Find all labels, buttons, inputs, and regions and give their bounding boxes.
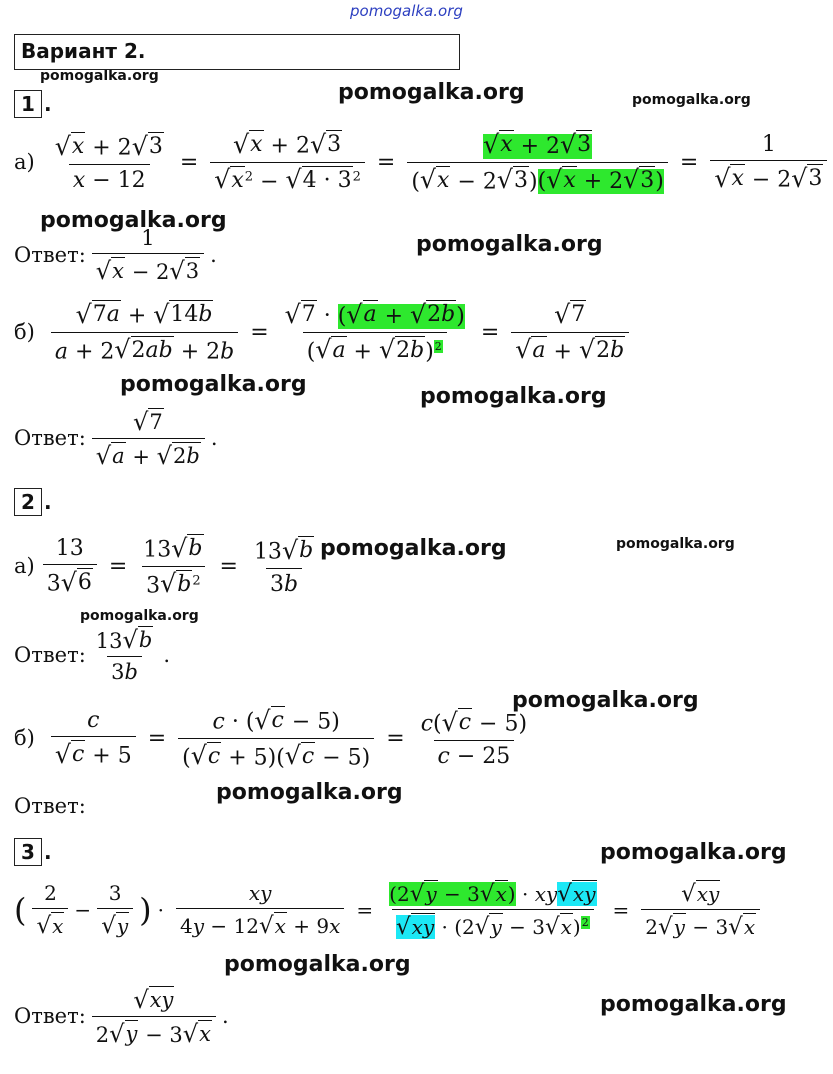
watermark: pomogalka.org [512,688,699,713]
fraction: (2 √ y − 3 √ x ) · xy √ xy √ xy · (2 √ y − 3 √ x )$^2$ [389,881,596,940]
task-2a-equation: а) 13 3 √ 6 = 13 √ b 3 √ b $^2$ = 13 √ b 3b [14,534,324,598]
watermark: pomogalka.org [40,208,227,233]
task-1a-equation: а) √ x + 2 √ 3 x − 12 = √ x + 2 √ 3 √ x $^2$ − √ 4 · 3 $^2$ = √ x + 2 √ 3 ( √ x − 2 √ 3 )( √ x + 2 √ 3 ) = 1 √ x − 2 √ 3 [14,130,833,194]
fraction: c · ( √ c − 5) ( √ c + 5)( √ c − 5) [178,706,374,770]
answer-label: Ответ: [14,426,86,451]
task-1a-answer: Ответ: 1 √ x − 2 √ 3 . [14,226,217,285]
watermark: pomogalka.org [600,840,787,865]
watermark: pomogalka.org [420,384,607,409]
fraction: 13 3 √ 6 [43,536,97,597]
task-2b-equation: б) c √ c + 5 = c · ( √ c − 5) ( √ c + 5)( √ c − 5) = c( √ c − 5) c − 25 [14,706,537,770]
item-label-b: б) [14,726,35,751]
watermark-top: pomogalka.org [350,2,463,20]
watermark: pomogalka.org [616,536,735,552]
task-number-dot: . [44,92,52,116]
task-number-1: 1 [14,90,42,118]
variant-title: Вариант 2. [21,39,146,63]
watermark: pomogalka.org [40,68,159,84]
answer-label: Ответ: [14,1004,86,1029]
fraction: √ 7 √ a + √ 2b [92,408,205,469]
watermark: pomogalka.org [216,780,403,805]
fraction: √ xy 2 √ y − 3 √ x [641,880,760,939]
task-2b-answer [14,794,86,818]
fraction: 1 √ x − 2 √ 3 [92,226,204,284]
watermark: pomogalka.org [224,952,411,977]
task-number-3: 3 [14,838,42,866]
fraction: √ 7 · ( √ a + √ 2b ) ( √ a + √ 2b )$^2$ [284,299,465,365]
variant-header [14,34,460,70]
answer-label: Ответ: [14,242,86,267]
task-2a-answer: Ответ: 13 √ b 3b . [14,625,171,684]
item-label-b: б) [14,320,35,345]
fraction: 1 √ x − 2 √ 3 [710,132,827,193]
answer-label: Ответ: [14,794,86,818]
fraction: c √ c + 5 [51,708,136,769]
fraction: √ 7a + √ 14b a + 2 √ 2ab + 2b [51,300,238,364]
watermark: pomogalka.org [338,80,525,105]
task-1b-answer: Ответ: √ 7 √ a + √ 2b . [14,407,218,470]
fraction: 13 √ b 3b [95,625,153,684]
watermark: pomogalka.org [600,992,787,1017]
fraction: 13 √ b 3b [253,535,314,597]
fraction: √ x + 2 √ 3 ( √ x − 2 √ 3 )( √ x + 2 √ 3 ) [407,130,668,194]
watermark: pomogalka.org [120,372,307,397]
task-number-dot: . [44,840,52,864]
fraction: √ 7 √ a + √ 2b [511,300,629,364]
fraction: 13 √ b 3 √ b $^2$ [139,534,207,598]
fraction: 3 √ y [97,881,133,938]
task-1b-equation: б) √ 7a + √ 14b a + 2 √ 2ab + 2b = √ 7 · ( √ a + √ 2b ) ( √ a + √ 2b )$^2$ = √ 7 √ a + √ 2b [14,300,635,364]
fraction: √ x + 2 √ 3 x − 12 [54,131,163,193]
fraction: c( √ c − 5) c − 25 [420,707,528,769]
fraction: xy 4y − 12 √ x + 9x [176,881,344,938]
fraction: √ x + 2 √ 3 √ x $^2$ − √ 4 · 3 $^2$ [210,130,365,194]
task-number-2: 2 [14,488,42,516]
item-label-a: а) [14,554,35,579]
task-3-answer: Ответ: √ xy 2 √ y − 3 √ x . [14,985,229,1048]
watermark: pomogalka.org [632,92,751,108]
watermark: pomogalka.org [320,536,507,561]
task-number-dot: . [44,490,52,514]
watermark: pomogalka.org [80,608,199,624]
watermark: pomogalka.org [416,232,603,257]
fraction: 2 √ x [32,881,68,938]
task-3-equation: ( 2 √ x − 3 √ y ) · xy 4y − 12 √ x + 9x = (2 √ y − 3 √ x ) · xy √ xy √ xy · (2 √ y − 3 √ x )$^2$ = √ xy 2 √ y − 3 √ x [14,880,766,939]
fraction: √ xy 2 √ y − 3 √ x [92,986,216,1047]
item-label-a: а) [14,150,35,175]
answer-label: Ответ: [14,642,86,667]
